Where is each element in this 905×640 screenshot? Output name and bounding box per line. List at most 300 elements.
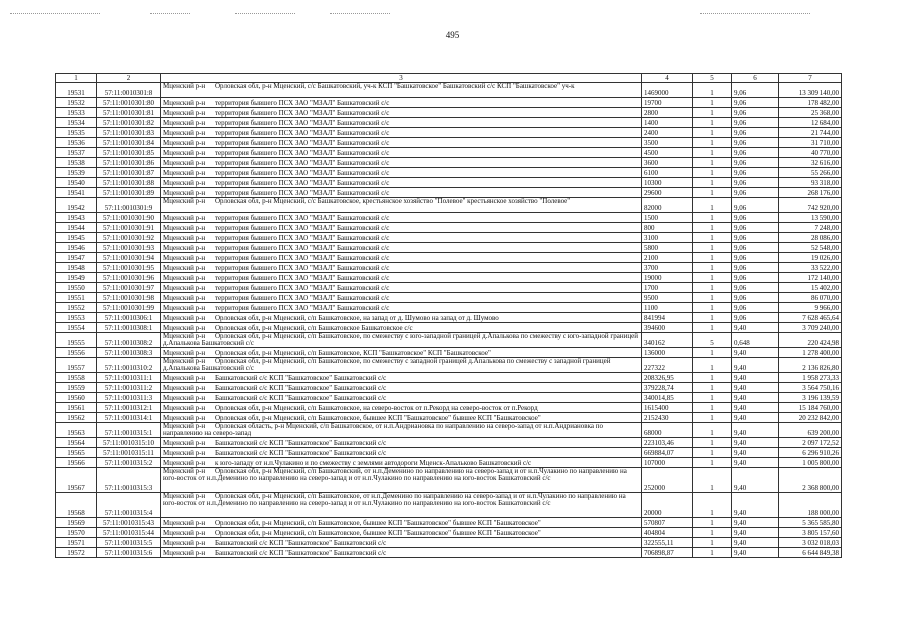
row-number: 19534 <box>56 118 97 128</box>
cadastral-number: 57:11:0010308:2 <box>97 333 161 348</box>
rate-value: 9,06 <box>732 98 779 108</box>
cadastral-number: 57:11:0010301:92 <box>97 233 161 243</box>
row-number: 19569 <box>56 518 97 528</box>
row-number: 19533 <box>56 108 97 118</box>
location-description <box>161 293 642 303</box>
row-number: 19567 <box>56 468 97 493</box>
location-description <box>161 128 642 138</box>
row-number: 19537 <box>56 148 97 158</box>
rate-value: 9,40 <box>732 348 779 358</box>
district: Мценский р-н <box>163 549 206 557</box>
row-number: 19553 <box>56 313 97 323</box>
rate-value: 9,40 <box>732 518 779 528</box>
area-value: 800 <box>642 223 693 233</box>
table-row <box>56 313 842 323</box>
cadastral-number: 57:11:0010301:81 <box>97 108 161 118</box>
rate-value: 9,06 <box>732 198 779 213</box>
location-description <box>161 198 642 213</box>
location-description <box>161 233 642 243</box>
area-value: 1469000 <box>642 83 693 98</box>
address-text: Башкатовский с/с КСП "Башкатовское" Башкатовский с/с <box>215 374 387 382</box>
rate-value: 9,06 <box>732 178 779 188</box>
address-text: территория бывшего ПСХ ЗАО "МЗАЛ" Башкатовский с/с <box>215 244 390 252</box>
row-number: 19566 <box>56 458 97 468</box>
district: Мценский р-н <box>163 139 206 147</box>
cadastral-number: 57:11:0010315:1 <box>97 423 161 438</box>
area-value: 82000 <box>642 198 693 213</box>
column-5-value: 1 <box>693 528 732 538</box>
location-description <box>161 83 642 98</box>
area-value: 379228,74 <box>642 383 693 393</box>
column-5-value: 1 <box>693 223 732 233</box>
cadastral-value: 20 232 842,00 <box>779 413 842 423</box>
column-5-value: 1 <box>693 83 732 98</box>
location-description <box>161 283 642 293</box>
cadastral-number: 57:11:0010301:85 <box>97 148 161 158</box>
district: Мценский р-н <box>163 449 206 457</box>
cadastral-number: 57:11:0010301:97 <box>97 283 161 293</box>
rate-value: 9,06 <box>732 223 779 233</box>
row-number: 19572 <box>56 548 97 558</box>
column-5-value: 1 <box>693 373 732 383</box>
address-text: территория бывшего ПСХ ЗАО "МЗАЛ" Башкатовский с/с <box>215 149 390 157</box>
area-value: 136000 <box>642 348 693 358</box>
column-5-value: 1 <box>693 393 732 403</box>
district: Мценский р-н <box>163 314 206 322</box>
rate-value: 9,40 <box>732 373 779 383</box>
area-value: 252000 <box>642 468 693 493</box>
row-number: 19546 <box>56 243 97 253</box>
area-value: 706898,87 <box>642 548 693 558</box>
column-5-value: 5 <box>693 333 732 348</box>
district: Мценский р-н <box>163 384 206 392</box>
rate-value: 9,40 <box>732 358 779 373</box>
cadastral-number: 57:11:0010306:1 <box>97 313 161 323</box>
cadastral-value: 3 709 240,00 <box>779 323 842 333</box>
cadastral-value: 268 176,00 <box>779 188 842 198</box>
table-row <box>56 253 842 263</box>
area-value: 340014,85 <box>642 393 693 403</box>
column-5-value: 1 <box>693 273 732 283</box>
district: Мценский р-н <box>163 99 206 107</box>
cadastral-number: 57:11:0010311:3 <box>97 393 161 403</box>
cadastral-number: 57:11:0010301:88 <box>97 178 161 188</box>
cadastral-value: 742 920,00 <box>779 198 842 213</box>
rate-value: 9,40 <box>732 383 779 393</box>
rate-value: 9,06 <box>732 158 779 168</box>
area-value: 2152430 <box>642 413 693 423</box>
cadastral-number: 57:11:0010301:89 <box>97 188 161 198</box>
rate-value: 9,06 <box>732 108 779 118</box>
district: Мценский р-н <box>163 404 206 412</box>
row-number: 19544 <box>56 223 97 233</box>
table-row <box>56 383 842 393</box>
cadastral-value: 32 616,00 <box>779 158 842 168</box>
row-number: 19532 <box>56 98 97 108</box>
row-number: 19554 <box>56 323 97 333</box>
table-row <box>56 458 842 468</box>
district: Мценский р-н <box>163 492 206 500</box>
cadastral-value: 40 770,00 <box>779 148 842 158</box>
cadastral-value: 220 424,98 <box>779 333 842 348</box>
area-value: 20000 <box>642 493 693 518</box>
column-header: 4 <box>642 74 693 83</box>
rate-value: 9,40 <box>732 528 779 538</box>
cadastral-number: 57:11:0010315:2 <box>97 458 161 468</box>
area-value: 3700 <box>642 263 693 273</box>
location-description <box>161 348 642 358</box>
rate-value: 9,40 <box>732 438 779 448</box>
cadastral-number: 57:11:0010301:8 <box>97 83 161 98</box>
rate-value: 9,06 <box>732 168 779 178</box>
cadastral-value: 52 548,00 <box>779 243 842 253</box>
area-value: 1400 <box>642 118 693 128</box>
address-text: Орловская обл, р-н Мценский, с/с Башкатовское, крестьянское хозяйство "Полевое" крестьянское хозяйство "Полевое" <box>215 197 571 205</box>
rate-value: 9,40 <box>732 448 779 458</box>
cadastral-number: 57:11:0010315:10 <box>97 438 161 448</box>
row-number: 19531 <box>56 83 97 98</box>
location-description <box>161 493 642 518</box>
location-description <box>161 118 642 128</box>
rate-value: 9,06 <box>732 273 779 283</box>
address-text: Орловская обл, р-н Мценский, с/п Башкатовское, на запад от д. Шумово на запад от д. Шумово <box>215 314 499 322</box>
district: Мценский р-н <box>163 264 206 272</box>
row-number: 19557 <box>56 358 97 373</box>
table-row <box>56 83 842 98</box>
location-description <box>161 458 642 468</box>
location-description <box>161 323 642 333</box>
cadastral-number: 57:11:0010301:9 <box>97 198 161 213</box>
cadastral-value: 5 365 585,80 <box>779 518 842 528</box>
area-value: 669884,07 <box>642 448 693 458</box>
rate-value: 9,06 <box>732 263 779 273</box>
location-description <box>161 253 642 263</box>
table-row <box>56 188 842 198</box>
column-5-value: 1 <box>693 403 732 413</box>
district: Мценский р-н <box>163 197 206 205</box>
address-text: территория бывшего ПСХ ЗАО "МЗАЛ" Башкатовский с/с <box>215 109 390 117</box>
table-row <box>56 413 842 423</box>
district: Мценский р-н <box>163 234 206 242</box>
column-header: 2 <box>97 74 161 83</box>
column-5-value: 1 <box>693 518 732 528</box>
district: Мценский р-н <box>163 519 206 527</box>
district: Мценский р-н <box>163 539 206 547</box>
address-text: Орловская обл, р-н Мценский, с/п Башкатовское, на северо-восток от п.Рекорд на северо-восток от п.Рекорд <box>215 404 538 412</box>
address-text: Орловская обл, р-н Мценский, с/п Башкатовское, бывшее КСП "Башкатовское" бывшее КСП "Башкатовское" <box>215 529 541 537</box>
location-description <box>161 518 642 528</box>
district: Мценский р-н <box>163 224 206 232</box>
cadastral-value: 93 318,00 <box>779 178 842 188</box>
address-text: территория бывшего ПСХ ЗАО "МЗАЛ" Башкатовский с/с <box>215 99 390 107</box>
address-text: территория бывшего ПСХ ЗАО "МЗАЛ" Башкатовский с/с <box>215 159 390 167</box>
scan-artifact-line <box>700 13 810 14</box>
row-number: 19538 <box>56 158 97 168</box>
rate-value: 9,06 <box>732 128 779 138</box>
district: Мценский р-н <box>163 109 206 117</box>
cadastral-number: 57:11:0010301:94 <box>97 253 161 263</box>
location-description <box>161 528 642 538</box>
row-number: 19547 <box>56 253 97 263</box>
address-text: территория бывшего ПСХ ЗАО "МЗАЛ" Башкатовский с/с <box>215 224 390 232</box>
location-description <box>161 413 642 423</box>
district: Мценский р-н <box>163 357 206 365</box>
location-description <box>161 358 642 373</box>
location-description <box>161 438 642 448</box>
column-5-value: 1 <box>693 348 732 358</box>
district: Мценский р-н <box>163 294 206 302</box>
location-description <box>161 98 642 108</box>
area-value: 223103,46 <box>642 438 693 448</box>
address-text: Орловская обл, р-н Мценский, с/п Башкатовское, от н.п.Деменино по направлению на северо-запад и от н.п.Чулакино по направлению на юго-восток от н.п.Деменино по направлению на северо-запад и от н.п.Чулакино по направлению на юго-восток Башкатовский с/с <box>163 492 626 507</box>
cadastral-value: 13 590,00 <box>779 213 842 223</box>
column-5-value: 1 <box>693 138 732 148</box>
address-text: территория бывшего ПСХ ЗАО "МЗАЛ" Башкатовский с/с <box>215 139 390 147</box>
row-number: 19561 <box>56 403 97 413</box>
area-value: 841994 <box>642 313 693 323</box>
address-text: Орловская обл, р-н Мценский, с/п Башкатовское, по смежеству с юго-западной границей д.Апалькова по смежеству с юго-западной границей д.Апалькова Башкатовский с/с <box>163 332 638 347</box>
column-5-value: 1 <box>693 128 732 138</box>
row-number: 19542 <box>56 198 97 213</box>
column-5-value: 1 <box>693 448 732 458</box>
cadastral-value: 25 368,00 <box>779 108 842 118</box>
cadastral-value: 15 184 760,00 <box>779 403 842 413</box>
location-description <box>161 273 642 283</box>
district: Мценский р-н <box>163 254 206 262</box>
address-text: территория бывшего ПСХ ЗАО "МЗАЛ" Башкатовский с/с <box>215 214 390 222</box>
cadastral-value: 2 097 172,52 <box>779 438 842 448</box>
address-text: Орловская обл, р-н Мценский, с/п Башкатовское, по смежеству с западной границей д.Апалькова по смежеству с западной границей д.Апалькова Башкатовский с/с <box>163 357 611 372</box>
area-value: 322555,11 <box>642 538 693 548</box>
cadastral-number: 57:11:0010315:44 <box>97 528 161 538</box>
cadastral-number: 57:11:0010301:99 <box>97 303 161 313</box>
table-row <box>56 323 842 333</box>
rate-value: 9,06 <box>732 213 779 223</box>
address-text: Орловская обл, р-н Мценский, с/п Башкатовское Башкатовское с/с <box>215 324 413 332</box>
cadastral-value: 172 140,00 <box>779 273 842 283</box>
column-5-value: 1 <box>693 283 732 293</box>
cadastral-value: 15 402,00 <box>779 283 842 293</box>
table-row <box>56 528 842 538</box>
rate-value: 9,40 <box>732 323 779 333</box>
column-5-value: 1 <box>693 438 732 448</box>
location-description <box>161 468 642 493</box>
address-text: территория бывшего ПСХ ЗАО "МЗАЛ" Башкатовский с/с <box>215 264 390 272</box>
rate-value: 9,40 <box>732 413 779 423</box>
location-description <box>161 158 642 168</box>
row-number: 19536 <box>56 138 97 148</box>
district: Мценский р-н <box>163 284 206 292</box>
address-text: Башкатовский с/с КСП "Башкатовское" Башкатовский с/с <box>215 539 387 547</box>
area-value: 1500 <box>642 213 693 223</box>
row-number: 19558 <box>56 373 97 383</box>
table-row <box>56 358 842 373</box>
district: Мценский р-н <box>163 119 206 127</box>
cadastral-number: 57:11:0010315:43 <box>97 518 161 528</box>
cadastral-value: 33 522,00 <box>779 263 842 273</box>
column-5-value: 1 <box>693 198 732 213</box>
cadastral-value: 9 966,00 <box>779 303 842 313</box>
table-row <box>56 448 842 458</box>
column-5-value: 1 <box>693 148 732 158</box>
address-text: территория бывшего ПСХ ЗАО "МЗАЛ" Башкатовский с/с <box>215 294 390 302</box>
scan-artifact-line <box>150 13 190 14</box>
district: Мценский р-н <box>163 169 206 177</box>
location-description <box>161 383 642 393</box>
cadastral-number: 57:11:0010301:87 <box>97 168 161 178</box>
column-header-row <box>56 74 842 83</box>
cadastral-number: 57:11:0010308:3 <box>97 348 161 358</box>
rate-value: 9,40 <box>732 458 779 468</box>
column-5-value: 1 <box>693 118 732 128</box>
district: Мценский р-н <box>163 159 206 167</box>
land-registry-table <box>55 73 842 558</box>
row-number: 19545 <box>56 233 97 243</box>
table-row <box>56 118 842 128</box>
rate-value: 9,06 <box>732 188 779 198</box>
rate-value: 9,40 <box>732 393 779 403</box>
table-row <box>56 243 842 253</box>
cadastral-value: 2 136 826,80 <box>779 358 842 373</box>
table-row <box>56 348 842 358</box>
location-description <box>161 448 642 458</box>
address-text: территория бывшего ПСХ ЗАО "МЗАЛ" Башкатовский с/с <box>215 304 390 312</box>
location-description <box>161 213 642 223</box>
district: Мценский р-н <box>163 414 206 422</box>
location-description <box>161 168 642 178</box>
cadastral-value: 7 248,00 <box>779 223 842 233</box>
cadastral-number: 57:11:0010315:5 <box>97 538 161 548</box>
table-row <box>56 518 842 528</box>
location-description <box>161 373 642 383</box>
row-number: 19564 <box>56 438 97 448</box>
rate-value: 9,40 <box>732 468 779 493</box>
row-number: 19548 <box>56 263 97 273</box>
cadastral-number: 57:11:0010308:1 <box>97 323 161 333</box>
rate-value: 9,06 <box>732 138 779 148</box>
cadastral-value: 86 070,00 <box>779 293 842 303</box>
column-5-value: 1 <box>693 188 732 198</box>
table-row <box>56 273 842 283</box>
cadastral-value: 13 309 140,00 <box>779 83 842 98</box>
district: Мценский р-н <box>163 149 206 157</box>
table-row <box>56 393 842 403</box>
area-value: 68000 <box>642 423 693 438</box>
table-row <box>56 98 842 108</box>
cadastral-value: 19 026,00 <box>779 253 842 263</box>
area-value: 2100 <box>642 253 693 263</box>
column-5-value: 1 <box>693 98 732 108</box>
area-value: 29600 <box>642 188 693 198</box>
area-value: 404804 <box>642 528 693 538</box>
rate-value: 9,06 <box>732 283 779 293</box>
cadastral-number: 57:11:0010312:1 <box>97 403 161 413</box>
area-value: 1615400 <box>642 403 693 413</box>
row-number: 19556 <box>56 348 97 358</box>
rate-value: 9,40 <box>732 403 779 413</box>
location-description <box>161 108 642 118</box>
column-5-value: 1 <box>693 293 732 303</box>
cadastral-number: 57:11:0010301:90 <box>97 213 161 223</box>
cadastral-number: 57:11:0010301:96 <box>97 273 161 283</box>
rate-value: 9,06 <box>732 148 779 158</box>
rate-value: 9,06 <box>732 253 779 263</box>
rate-value: 9,40 <box>732 423 779 438</box>
area-value: 4500 <box>642 148 693 158</box>
cadastral-number: 57:11:0010311:2 <box>97 383 161 393</box>
location-description <box>161 223 642 233</box>
cadastral-value: 639 200,00 <box>779 423 842 438</box>
column-header: 5 <box>693 74 732 83</box>
column-5-value: 1 <box>693 413 732 423</box>
column-5-value: 1 <box>693 468 732 493</box>
area-value: 570807 <box>642 518 693 528</box>
district: Мценский р-н <box>163 324 206 332</box>
row-number: 19563 <box>56 423 97 438</box>
cadastral-value: 1 958 273,33 <box>779 373 842 383</box>
district: Мценский р-н <box>163 189 206 197</box>
cadastral-value: 3 032 018,03 <box>779 538 842 548</box>
table-row <box>56 233 842 243</box>
address-text: Орловская обл, р-н Мценский, с/п Башкатовский, от н.п.Деменино по направлению на северо-запад и от н.п.Чулакино по направлению на юго-восток от н.п.Деменино по направлению на северо-запад и от н.п.Чулакино по направлению на юго-восток Башкатовский с/с <box>163 467 627 482</box>
page-number: 495 <box>445 30 460 40</box>
table-row <box>56 128 842 138</box>
scan-artifact-line <box>330 13 390 14</box>
district: Мценский р-н <box>163 459 206 467</box>
cadastral-number: 57:11:0010315:4 <box>97 493 161 518</box>
column-5-value: 1 <box>693 458 732 468</box>
area-value: 2800 <box>642 108 693 118</box>
area-value: 6100 <box>642 168 693 178</box>
location-description <box>161 303 642 313</box>
address-text: Башкатовский с/с КСП "Башкатовское" Башкатовский с/с <box>215 394 387 402</box>
column-5-value: 1 <box>693 313 732 323</box>
area-value: 3100 <box>642 233 693 243</box>
table-row <box>56 438 842 448</box>
address-text: Орловская обл, р-н Мценский, с/п Башкатовское, КСП "Башкатовское" КСП "Башкатовское" <box>215 349 491 357</box>
district: Мценский р-н <box>163 332 206 340</box>
address-text: Башкатовский с/с КСП "Башкатовское" Башкатовский с/с <box>215 449 387 457</box>
location-description <box>161 263 642 273</box>
area-value: 3500 <box>642 138 693 148</box>
table-row <box>56 283 842 293</box>
table-row <box>56 168 842 178</box>
location-description <box>161 423 642 438</box>
address-text: территория бывшего ПСХ ЗАО "МЗАЛ" Башкатовский с/с <box>215 129 390 137</box>
cadastral-number: 57:11:0010301:86 <box>97 158 161 168</box>
column-5-value: 1 <box>693 493 732 518</box>
table-row <box>56 263 842 273</box>
table-row <box>56 158 842 168</box>
column-5-value: 1 <box>693 548 732 558</box>
table-row <box>56 303 842 313</box>
table-row <box>56 423 842 438</box>
row-number: 19568 <box>56 493 97 518</box>
area-value: 3600 <box>642 158 693 168</box>
table-row <box>56 148 842 158</box>
cadastral-value: 3 196 139,59 <box>779 393 842 403</box>
column-5-value: 1 <box>693 383 732 393</box>
column-5-value: 1 <box>693 263 732 273</box>
district: Мценский р-н <box>163 274 206 282</box>
address-text: территория бывшего ПСХ ЗАО "МЗАЛ" Башкатовский с/с <box>215 179 390 187</box>
area-value: 107000 <box>642 458 693 468</box>
address-text: Орловская обл, р-н Мценский, с/с Башкатовский, уч-к КСП "Башкатовское" Башкатовский с/с КСП "Башкатовское" уч-к <box>215 82 575 90</box>
district: Мценский р-н <box>163 129 206 137</box>
rate-value: 9,06 <box>732 83 779 98</box>
row-number: 19550 <box>56 283 97 293</box>
rate-value: 9,40 <box>732 538 779 548</box>
